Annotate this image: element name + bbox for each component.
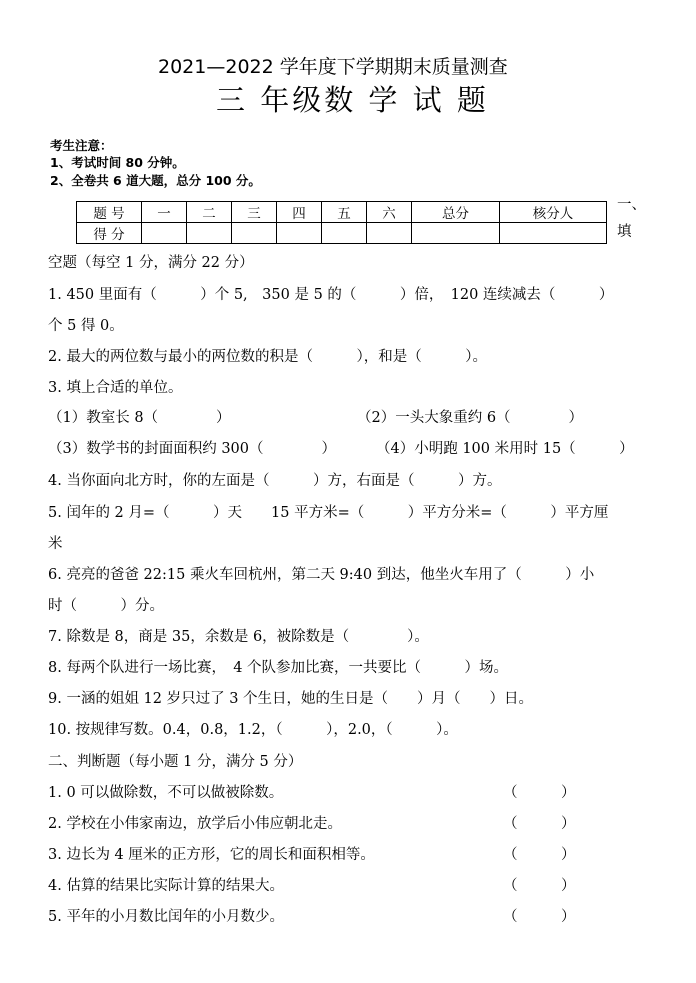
section1-heading: 空题（每空 1 分，满分 22 分） [48, 255, 254, 271]
question-8: 8. 每两个队进行一场比赛， 4 个队参加比赛，一共要比（ ）场。 [48, 660, 509, 676]
score-table-header-cell: 题 号 [77, 202, 142, 223]
judge-item-4: 4. 估算的结果比实际计算的结果大。 [48, 878, 284, 894]
notice-item-2: 2、全卷共 6 道大题，总分 100 分。 [50, 173, 261, 188]
score-cell[interactable] [367, 223, 412, 244]
judge-answer-bracket[interactable]: （ ） [503, 847, 576, 863]
exam-title: 2021—2022 学年度下学期期末质量测查 [158, 56, 508, 78]
score-cell[interactable] [500, 223, 607, 244]
notice-heading: 考生注意： [50, 138, 113, 153]
score-table-header-cell: 三 [232, 202, 277, 223]
question-7: 7. 除数是 8，商是 35，余数是 6，被除数是（ ）。 [48, 629, 429, 645]
exam-subtitle: 三 年级数 学 试 题 [216, 83, 489, 117]
judge-answer-bracket[interactable]: （ ） [503, 785, 576, 801]
question-3-part-1: （1）教室长 8（ ） [48, 410, 231, 426]
score-cell[interactable] [322, 223, 367, 244]
score-table-header-cell: 总分 [412, 202, 500, 223]
judge-answer-bracket[interactable]: （ ） [503, 878, 576, 894]
judge-item-2: 2. 学校在小伟家南边，放学后小伟应朝北走。 [48, 816, 342, 832]
score-table-header-cell: 五 [322, 202, 367, 223]
question-6-line-1: 6. 亮亮的爸爸 22:15 乘火车回杭州，第二天 9:40 到达，他坐火车用了（ ）小 [48, 567, 595, 583]
judge-answer-bracket[interactable]: （ ） [503, 816, 576, 832]
question-2: 2. 最大的两位数与最小的两位数的积是（ ），和是（ ）。 [48, 349, 487, 365]
question-5-line-2: 米 [48, 536, 63, 552]
notice-item-1: 1、考试时间 80 分钟。 [50, 155, 185, 170]
section1-label-b: 填 [617, 224, 632, 240]
score-table-header-cell: 六 [367, 202, 412, 223]
question-3-part-2: （2）一头大象重约 6（ ） [357, 410, 584, 426]
score-table [76, 201, 607, 244]
score-cell[interactable] [187, 223, 232, 244]
judge-item-3: 3. 边长为 4 厘米的正方形，它的周长和面积相等。 [48, 847, 375, 863]
score-table-score-row [77, 223, 607, 244]
section2-heading: 二、判断题（每小题 1 分，满分 5 分） [48, 754, 303, 770]
score-cell[interactable] [277, 223, 322, 244]
judge-answer-bracket[interactable]: （ ） [503, 909, 576, 925]
question-1-line-1: 1. 450 里面有（ ）个 5, 350 是 5 的（ ）倍， 120 连续减去（ ） [48, 287, 614, 303]
score-cell[interactable] [232, 223, 277, 244]
question-9: 9. 一涵的姐姐 12 岁只过了 3 个生日，她的生日是（ ）月（ ）日。 [48, 691, 534, 707]
question-1-line-2: 个 5 得 0。 [48, 318, 124, 334]
question-4: 4. 当你面向北方时，你的左面是（ ）方，右面是（ ）方。 [48, 473, 502, 489]
score-cell[interactable] [412, 223, 500, 244]
score-table-header-cell: 一 [142, 202, 187, 223]
score-cell[interactable] [142, 223, 187, 244]
score-table-header-cell: 四 [277, 202, 322, 223]
question-3: 3. 填上合适的单位。 [48, 380, 183, 396]
question-10: 10. 按规律写数。0.4，0.8，1.2，（ ），2.0，（ ）。 [48, 722, 458, 738]
score-table-header-cell: 核分人 [500, 202, 607, 223]
question-5-line-1: 5. 闰年的 2 月=（ ）天 15 平方米=（ ）平方分米=（ ）平方厘 [48, 505, 609, 521]
question-6-line-2: 时（ ）分。 [48, 598, 164, 614]
judge-item-1: 1. 0 可以做除数，不可以做被除数。 [48, 785, 284, 801]
score-table-header-cell: 二 [187, 202, 232, 223]
judge-item-5: 5. 平年的小月数比闰年的小月数少。 [48, 909, 284, 925]
question-3-part-3: （3）数学书的封面面积约 300（ ） [48, 441, 337, 457]
score-row-label: 得 分 [77, 223, 142, 244]
score-table-header-row [77, 202, 607, 223]
question-3-part-4: （4）小明跑 100 米用时 15（ ） [376, 441, 634, 457]
section1-label-a: 一、 [617, 197, 646, 213]
